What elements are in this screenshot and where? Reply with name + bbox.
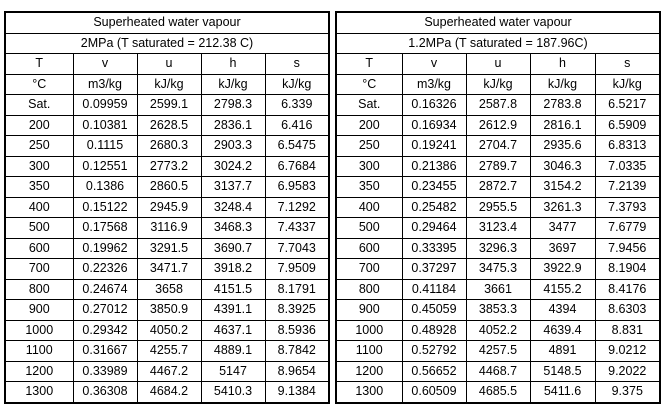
table-cell: 9.375	[595, 382, 660, 403]
table-row	[5, 218, 329, 239]
table-cell: 0.36308	[73, 382, 137, 403]
table-cell: Sat.	[336, 95, 402, 116]
table-cell: 0.52792	[402, 341, 466, 362]
table-row	[5, 136, 329, 157]
table-row	[5, 341, 329, 362]
table-title-row	[5, 12, 329, 33]
table-cell: 9.0212	[595, 341, 660, 362]
table-cell: 3922.9	[530, 259, 595, 280]
table-cell: 3471.7	[137, 259, 201, 280]
table-cell: 4889.1	[201, 341, 265, 362]
table-cell: 8.7842	[265, 341, 329, 362]
column-symbol: T	[5, 54, 73, 75]
table-cell: 900	[336, 300, 402, 321]
table-row	[5, 238, 329, 259]
table-cell: 3468.3	[201, 218, 265, 239]
table-cell: 7.9509	[265, 259, 329, 280]
table-cell: 2816.1	[530, 115, 595, 136]
table-cell: 8.1791	[265, 279, 329, 300]
table-cell: 4155.2	[530, 279, 595, 300]
table-cell: 3853.3	[466, 300, 530, 321]
table-row	[5, 115, 329, 136]
column-unit: m3/kg	[402, 74, 466, 95]
table-cell: 3046.3	[530, 156, 595, 177]
table-cell: 1000	[5, 320, 73, 341]
table-cell: 250	[5, 136, 73, 157]
table-cell: 4391.1	[201, 300, 265, 321]
column-symbol: u	[137, 54, 201, 75]
table-cell: 600	[5, 238, 73, 259]
table-row	[336, 197, 660, 218]
table-cell: 6.7684	[265, 156, 329, 177]
table-cell: Sat.	[5, 95, 73, 116]
table-cell: 9.1384	[265, 382, 329, 403]
table-cell: 3154.2	[530, 177, 595, 198]
table-cell: 400	[5, 197, 73, 218]
table-cell: 4637.1	[201, 320, 265, 341]
table-cell: 0.1386	[73, 177, 137, 198]
column-unit: m3/kg	[73, 74, 137, 95]
steam-table-2mpa	[4, 11, 330, 404]
steam-table-1-2mpa	[335, 11, 661, 404]
table-cell: 300	[336, 156, 402, 177]
table-cell: 6.8313	[595, 136, 660, 157]
column-unit: kJ/kg	[530, 74, 595, 95]
column-unit: kJ/kg	[137, 74, 201, 95]
table-cell: 0.23455	[402, 177, 466, 198]
table-cell: 3137.7	[201, 177, 265, 198]
table-cell: 0.24674	[73, 279, 137, 300]
table-cell: 800	[5, 279, 73, 300]
table-cell: 900	[5, 300, 73, 321]
table-row	[336, 156, 660, 177]
table-cell: 0.21386	[402, 156, 466, 177]
table-cell: 0.10381	[73, 115, 137, 136]
table-cell: 0.31667	[73, 341, 137, 362]
table-cell: 3661	[466, 279, 530, 300]
table-cell: 5411.6	[530, 382, 595, 403]
table-cell: 7.9456	[595, 238, 660, 259]
table-cell: 0.22326	[73, 259, 137, 280]
table-cell: 2860.5	[137, 177, 201, 198]
table-cell: 4685.5	[466, 382, 530, 403]
table-cell: 4255.7	[137, 341, 201, 362]
table-cell: 2955.5	[466, 197, 530, 218]
table-cell: 2773.2	[137, 156, 201, 177]
table-cell: 4052.2	[466, 320, 530, 341]
table-cell: 1100	[5, 341, 73, 362]
table-cell: 0.60509	[402, 382, 466, 403]
table-title: Superheated water vapour	[336, 12, 660, 33]
table-cell: 350	[336, 177, 402, 198]
table-cell: 4050.2	[137, 320, 201, 341]
column-unit: kJ/kg	[201, 74, 265, 95]
table-cell: 0.1115	[73, 136, 137, 157]
table-cell: 3690.7	[201, 238, 265, 259]
table-cell: 8.3925	[265, 300, 329, 321]
table-cell: 9.2022	[595, 361, 660, 382]
column-symbol: T	[336, 54, 402, 75]
table-cell: 0.09959	[73, 95, 137, 116]
table-cell: 3291.5	[137, 238, 201, 259]
table-cell: 2628.5	[137, 115, 201, 136]
table-cell: 8.4176	[595, 279, 660, 300]
table-cell: 5148.5	[530, 361, 595, 382]
table-cell: 8.1904	[595, 259, 660, 280]
table-cell: 3024.2	[201, 156, 265, 177]
column-unit: °C	[336, 74, 402, 95]
table-cell: 1100	[336, 341, 402, 362]
table-row	[5, 300, 329, 321]
table-cell: 0.16326	[402, 95, 466, 116]
table-cell: 5410.3	[201, 382, 265, 403]
table-row	[5, 382, 329, 403]
table-row	[336, 259, 660, 280]
table-cell: 4394	[530, 300, 595, 321]
table-cell: 4891	[530, 341, 595, 362]
table-cell: 2903.3	[201, 136, 265, 157]
table-row	[336, 115, 660, 136]
table-cell: 3850.9	[137, 300, 201, 321]
column-unit: kJ/kg	[595, 74, 660, 95]
table-cell: 0.29464	[402, 218, 466, 239]
table-row	[336, 95, 660, 116]
column-symbol: u	[466, 54, 530, 75]
table-cell: 200	[336, 115, 402, 136]
table-cell: 4467.2	[137, 361, 201, 382]
table-pressure-row	[5, 33, 329, 54]
table-cell: 8.6303	[595, 300, 660, 321]
table-cell: 2789.7	[466, 156, 530, 177]
table-row	[336, 361, 660, 382]
table-row	[336, 382, 660, 403]
column-symbol: h	[530, 54, 595, 75]
table-cell: 3248.4	[201, 197, 265, 218]
table-cell: 7.6779	[595, 218, 660, 239]
table-row	[5, 361, 329, 382]
table-cell: 800	[336, 279, 402, 300]
table-row	[336, 177, 660, 198]
table-row	[336, 300, 660, 321]
table-cell: 4639.4	[530, 320, 595, 341]
table-cell: 8.9654	[265, 361, 329, 382]
table-cell: 0.56652	[402, 361, 466, 382]
table-cell: 0.15122	[73, 197, 137, 218]
table-cell: 3697	[530, 238, 595, 259]
column-unit: kJ/kg	[466, 74, 530, 95]
table-cell: 0.29342	[73, 320, 137, 341]
table-cell: 200	[5, 115, 73, 136]
table-cell: 250	[336, 136, 402, 157]
table-cell: 1200	[5, 361, 73, 382]
table-cell: 2945.9	[137, 197, 201, 218]
table-row	[5, 279, 329, 300]
table-cell: 3261.3	[530, 197, 595, 218]
table-cell: 3116.9	[137, 218, 201, 239]
table-cell: 0.12551	[73, 156, 137, 177]
table-cell: 1200	[336, 361, 402, 382]
table-cell: 1000	[336, 320, 402, 341]
table-cell: 7.3793	[595, 197, 660, 218]
table-cell: 1300	[5, 382, 73, 403]
table-cell: 0.16934	[402, 115, 466, 136]
column-unit-row	[336, 74, 660, 95]
table-cell: 1300	[336, 382, 402, 403]
column-unit: °C	[5, 74, 73, 95]
table-cell: 3123.4	[466, 218, 530, 239]
table-row	[5, 197, 329, 218]
table-cell: 6.5475	[265, 136, 329, 157]
table-pressure-label: 2MPa (T saturated = 212.38 C)	[5, 33, 329, 54]
column-symbol: v	[402, 54, 466, 75]
steam-table-body	[336, 12, 660, 403]
table-cell: 2798.3	[201, 95, 265, 116]
table-cell: 0.25482	[402, 197, 466, 218]
table-cell: 3477	[530, 218, 595, 239]
table-cell: 7.0335	[595, 156, 660, 177]
table-cell: 0.19241	[402, 136, 466, 157]
table-cell: 2680.3	[137, 136, 201, 157]
table-cell: 0.27012	[73, 300, 137, 321]
table-cell: 6.5909	[595, 115, 660, 136]
table-cell: 0.48928	[402, 320, 466, 341]
table-row	[336, 136, 660, 157]
column-symbol-row	[336, 54, 660, 75]
table-cell: 6.9583	[265, 177, 329, 198]
table-cell: 4151.5	[201, 279, 265, 300]
table-cell: 4684.2	[137, 382, 201, 403]
table-cell: 5147	[201, 361, 265, 382]
table-pressure-row	[336, 33, 660, 54]
column-symbol: v	[73, 54, 137, 75]
table-cell: 2704.7	[466, 136, 530, 157]
table-pressure-label: 1.2MPa (T saturated = 187.96C)	[336, 33, 660, 54]
table-cell: 2599.1	[137, 95, 201, 116]
table-cell: 6.416	[265, 115, 329, 136]
table-cell: 2783.8	[530, 95, 595, 116]
column-unit-row	[5, 74, 329, 95]
table-cell: 0.33989	[73, 361, 137, 382]
table-cell: 0.19962	[73, 238, 137, 259]
table-cell: 700	[5, 259, 73, 280]
table-row	[5, 259, 329, 280]
column-symbol: h	[201, 54, 265, 75]
table-cell: 2872.7	[466, 177, 530, 198]
table-cell: 350	[5, 177, 73, 198]
table-row	[5, 177, 329, 198]
table-cell: 3918.2	[201, 259, 265, 280]
table-cell: 3658	[137, 279, 201, 300]
table-cell: 2836.1	[201, 115, 265, 136]
table-cell: 2935.6	[530, 136, 595, 157]
table-row	[336, 279, 660, 300]
column-symbol: s	[265, 54, 329, 75]
table-cell: 0.33395	[402, 238, 466, 259]
table-cell: 8.831	[595, 320, 660, 341]
table-row	[5, 320, 329, 341]
table-cell: 2587.8	[466, 95, 530, 116]
table-row	[5, 95, 329, 116]
table-cell: 0.37297	[402, 259, 466, 280]
table-cell: 4468.7	[466, 361, 530, 382]
table-cell: 8.5936	[265, 320, 329, 341]
table-title-row	[336, 12, 660, 33]
table-cell: 3296.3	[466, 238, 530, 259]
table-row	[336, 218, 660, 239]
table-cell: 3475.3	[466, 259, 530, 280]
column-unit: kJ/kg	[265, 74, 329, 95]
table-cell: 0.45059	[402, 300, 466, 321]
table-cell: 7.7043	[265, 238, 329, 259]
column-symbol-row	[5, 54, 329, 75]
column-symbol: s	[595, 54, 660, 75]
table-cell: 400	[336, 197, 402, 218]
table-cell: 500	[336, 218, 402, 239]
table-cell: 0.41184	[402, 279, 466, 300]
table-cell: 700	[336, 259, 402, 280]
table-cell: 2612.9	[466, 115, 530, 136]
table-cell: 600	[336, 238, 402, 259]
table-cell: 300	[5, 156, 73, 177]
table-cell: 6.5217	[595, 95, 660, 116]
table-cell: 500	[5, 218, 73, 239]
table-cell: 0.17568	[73, 218, 137, 239]
table-row	[336, 238, 660, 259]
table-cell: 7.2139	[595, 177, 660, 198]
table-row	[336, 320, 660, 341]
table-row	[5, 156, 329, 177]
table-cell: 7.4337	[265, 218, 329, 239]
table-row	[336, 341, 660, 362]
table-cell: 6.339	[265, 95, 329, 116]
table-title: Superheated water vapour	[5, 12, 329, 33]
steam-table-body	[5, 12, 329, 403]
table-cell: 7.1292	[265, 197, 329, 218]
table-cell: 4257.5	[466, 341, 530, 362]
